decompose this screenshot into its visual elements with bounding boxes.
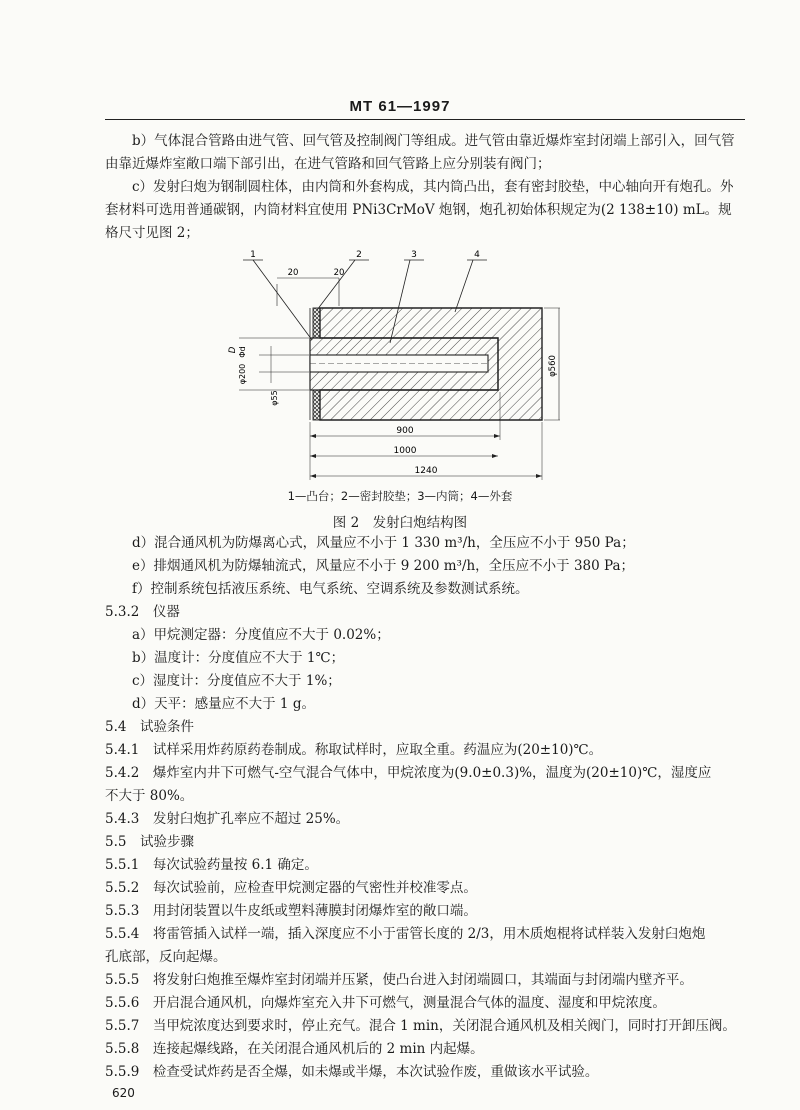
step-5-5-4 xyxy=(105,923,705,946)
step-number: 5.5.8 xyxy=(105,1041,140,1057)
mortar-structure-figure xyxy=(215,248,560,508)
step-text: 开启混合通风机，向爆炸室充入井下可燃气，测量混合气体的温度、湿度和甲烷浓度。 xyxy=(152,995,666,1011)
step-text: 每次试验前，应检查甲烷测定器的气密性并校准零点。 xyxy=(152,880,477,896)
figure-caption: 图 2 发射臼炮结构图 xyxy=(332,515,468,531)
dim-1240: 1240 xyxy=(414,466,438,476)
dim-top-left: 20 xyxy=(287,268,299,278)
section-title: 试验条件 xyxy=(139,719,194,735)
header-rule xyxy=(105,119,745,120)
section-number: 5.3.2 xyxy=(105,604,140,620)
dim-55: φ55 xyxy=(270,390,279,406)
instrument-c: c）湿度计：分度值应不大于 1%； xyxy=(132,673,341,689)
step-5-5-9 xyxy=(105,1061,598,1084)
step-text: 当甲烷浓度达到要求时，停止充气。混合 1 min，关闭混合通风机及相关阀门，同时打开卸压阀。 xyxy=(152,1018,736,1034)
clause-f: f）控制系统包括液压系统、电气系统、空调系统及参数测试系统。 xyxy=(132,581,529,597)
step-number: 5.5.6 xyxy=(105,995,140,1011)
dim-d: D xyxy=(228,346,238,354)
step-5-5-8 xyxy=(105,1038,484,1061)
section-title: 仪器 xyxy=(152,604,180,620)
figure-legend: 1—凸台；2—密封胶垫；3—内筒；4—外套 xyxy=(287,489,513,503)
step-5-5-3 xyxy=(105,900,477,923)
clause-number: 5.4.2 xyxy=(105,765,140,781)
clause-5-4-1 xyxy=(105,739,602,762)
clause-number: 5.4.3 xyxy=(105,811,140,827)
step-number: 5.5.7 xyxy=(105,1018,140,1034)
step-text: 每次试验药量按 6.1 确定。 xyxy=(152,857,318,873)
clause-text: 爆炸室内井下可燃气-空气混合气体中，甲烷浓度为(9.0±0.3)%，温度为(20±10)℃，湿度应 xyxy=(152,765,712,781)
dim-top-right: 20 xyxy=(333,268,345,278)
seal-gasket-top xyxy=(313,308,320,338)
instrument-a: a）甲烷测定器：分度值应不大于 0.02%； xyxy=(132,627,390,643)
clause-d: d）混合通风机为防爆离心式，风量应不小于 1 330 m³/h，全压应不小于 950 Pa； xyxy=(132,535,635,551)
step-text: 将发射臼炮推至爆炸室封闭端并压紧，使凸台进入封闭端圆口，其端面与封闭端内壁齐平。 xyxy=(152,972,693,988)
clause-number: 5.4.1 xyxy=(105,742,140,758)
clause-5-4-2-cont: 不大于 80%。 xyxy=(105,788,194,804)
dim-bore: Φd xyxy=(238,346,247,358)
dim-900: 900 xyxy=(396,426,414,436)
step-text: 连接起爆线路，在关闭混合通风机后的 2 min 内起爆。 xyxy=(152,1041,484,1057)
dim-560: φ560 xyxy=(548,355,558,377)
dim-200: φ200 xyxy=(238,363,247,385)
section-5-4-heading xyxy=(105,716,194,739)
section-title: 试验步骤 xyxy=(139,834,194,850)
step-number: 5.5.3 xyxy=(105,903,140,919)
step-text: 将雷管插入试样一端，插入深度应不小于雷管长度的 2/3，用木质炮棍将试样装入发射臼炮炮 xyxy=(152,926,706,942)
section-5-3-2-heading xyxy=(105,601,180,624)
step-5-5-2 xyxy=(105,877,477,900)
bore-hole xyxy=(310,355,488,372)
clause-text: 发射臼炮扩孔率应不超过 25%。 xyxy=(152,811,350,827)
seal-gasket-bottom xyxy=(313,390,320,420)
step-number: 5.5.2 xyxy=(105,880,140,896)
callout-2: 2 xyxy=(356,250,362,260)
callout-4: 4 xyxy=(474,250,480,260)
step-number: 5.5.4 xyxy=(105,926,140,942)
step-number: 5.5.1 xyxy=(105,857,140,873)
page-header: MT 61—1997 xyxy=(349,98,451,115)
callout-1: 1 xyxy=(250,250,256,260)
clause-text: 试样采用炸药原药卷制成。称取试样时，应取全重。药温应为(20±10)℃。 xyxy=(152,742,603,758)
step-text: 检查受试炸药是否全爆，如未爆或半爆，本次试验作废，重做该水平试验。 xyxy=(152,1064,599,1080)
clause-5-4-3 xyxy=(105,808,349,831)
instrument-d: d）天平：感量应不大于 1 g。 xyxy=(132,696,315,712)
section-5-5-heading xyxy=(105,831,194,854)
section-number: 5.4 xyxy=(105,719,127,735)
step-5-5-1 xyxy=(105,854,318,877)
step-5-5-5 xyxy=(105,969,693,992)
instrument-b: b）温度计：分度值应不大于 1℃； xyxy=(132,650,345,666)
step-number: 5.5.9 xyxy=(105,1064,140,1080)
dim-1000: 1000 xyxy=(393,446,417,456)
step-5-5-4-cont: 孔底部，反向起爆。 xyxy=(105,949,227,965)
clause-5-4-2 xyxy=(105,762,711,785)
section-number: 5.5 xyxy=(105,834,127,850)
callout-3: 3 xyxy=(411,250,417,260)
step-text: 用封闭装置以牛皮纸或塑料薄膜封闭爆炸室的敞口端。 xyxy=(152,903,477,919)
step-5-5-6 xyxy=(105,992,666,1015)
clause-e: e）排烟通风机为防爆轴流式，风量应不小于 9 200 m³/h，全压应不小于 380 Pa； xyxy=(132,558,635,574)
clause-b: b）气体混合管路由进气管、回气管及控制阀门等组成。进气管由靠近爆炸室封闭端上部引入，回气管由靠近爆炸室敞口端下部引出，在进气管路和回气管路上应分别装有阀门； xyxy=(105,133,735,172)
page-number: 620 xyxy=(112,1086,135,1100)
clause-c: c）发射臼炮为钢制圆柱体，由内筒和外套构成，其内筒凸出，套有密封胶垫，中心轴向开有炮孔。外套材料可选用普通碳钢，内筒材料宜使用 PNi3CrMoV 炮钢，炮孔初始体积规定为(2 138±10) mL。规格尺寸见图 2； xyxy=(105,179,734,241)
step-number: 5.5.5 xyxy=(105,972,140,988)
step-5-5-7 xyxy=(105,1015,736,1038)
